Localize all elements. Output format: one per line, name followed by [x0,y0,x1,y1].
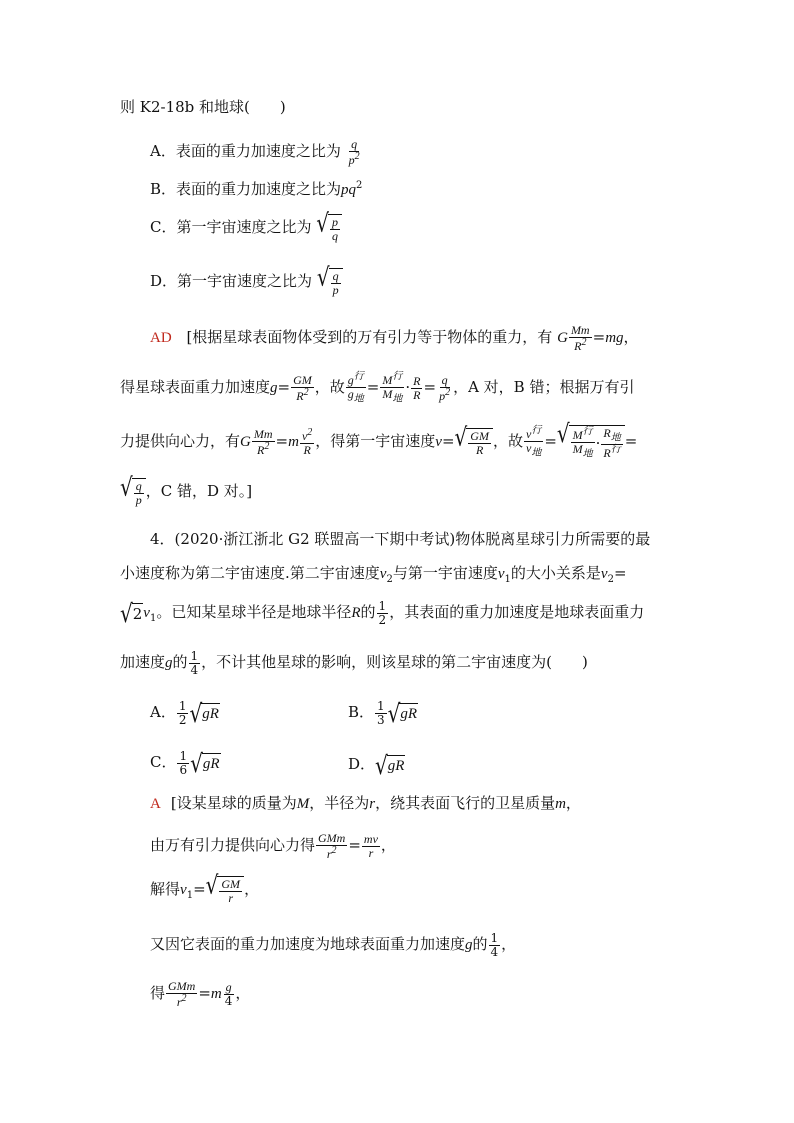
q4-stem-line2: 小速度称为第二宇宙速度.第二宇宙速度$v_2$与第一宇宙速度$v_1$的大小关系是$v_2=$ [120,564,627,585]
q4-solution-line1: A [设某星球的质量为M，半径为r，绕其表面飞行的卫星质量m， [150,794,581,812]
q3-solution-line2: 得星球表面重力加速度g= $\frac{GM}{R^2}$ ，故 $\frac{g^行}{g_地}$ = $\frac{M^行}{M_地}$ · $\frac{R}{R}$ = $\frac{q}{p^2}$ ，A 对，B 错；根据万有引 [120,371,635,404]
q3-solution-line4: √ $\frac{q}{p}$ ，C 错，D 对。] [120,471,253,507]
q4-option-a[interactable]: A． $\frac{1}{2}$ √ gR [150,698,219,729]
q4-stem-line4: 加速度g的 $\frac{1}{4}$ ，不计其他星球的影响，则该星球的第二宇宙速度为( ) [120,649,588,677]
q3-solution-line1: AD [根据星球表面物体受到的万有引力等于物体的重力，有 G $\frac{Mm}{R^2}$ =mg， [150,323,639,353]
answer-label: A [150,796,161,812]
sqrt: √ $\frac{q}{p}$ [317,268,343,296]
q3-option-d[interactable]: D．第一宇宙速度之比为 √ $\frac{q}{p}$ [150,268,343,296]
q4-solution-line4: 又因它表面的重力加速度为地球表面重力加速度g的 $\frac{1}{4}$ ， [150,931,517,959]
sqrt: √ $\frac{p}{q}$ [316,214,342,242]
q4-solution-line3: 解得$v_1=$ √ $\frac{GM}{r}$ ， [150,869,260,905]
answer-label: AD [150,330,172,347]
fraction: $\frac{q}{p^2}$ [348,137,360,167]
q4-solution-line5: 得 $\frac{\text{GMm}}{r^2}$ =m $\frac{g}{4}$ ， [150,979,251,1009]
q3-stem: 则 K2-18b 和地球( ) [120,98,286,116]
q4-option-c[interactable]: C． $\frac{1}{6}$ √ gR [150,748,220,779]
q4-stem-line3: √ 2 $v_1$。已知某星球半径是地球半径R的 $\frac{1}{2}$ ，其表面的重力加速度是地球表面重力 [120,598,645,629]
q3-option-a[interactable]: A．表面的重力加速度之比为 $\frac{q}{p^2}$ [150,137,360,167]
q3-option-b[interactable]: B．表面的重力加速度之比为$pq^2$ [150,180,363,198]
q4-option-d[interactable]: D． √ gR [348,750,405,780]
q4-stem-line1: 4．(2020·浙江浙北 G2 联盟高一下期中考试)物体脱离星球引力所需要的最 [150,530,651,548]
q4-solution-line2: 由万有引力提供向心力得 $\frac{\text{GMm}}{r^2}$ = $\frac{mv}{r}$ ， [150,831,396,861]
q4-option-b[interactable]: B． $\frac{1}{3}$ √ gR [348,698,418,729]
q3-solution-line3: 力提供向心力，有G $\frac{Mm}{R^2}$ =m $\frac{v^2}{R}$ ，得第一宇宙速度v= √ $\frac{GM}{R}$ ，故 $\frac{v^行}{v_地}$ = √ $\frac{M^行}{M_地}$ · $\frac{R_地}{R^行}$ = [120,418,638,460]
q3-option-c[interactable]: C．第一宇宙速度之比为 √ $\frac{p}{q}$ [150,214,342,242]
